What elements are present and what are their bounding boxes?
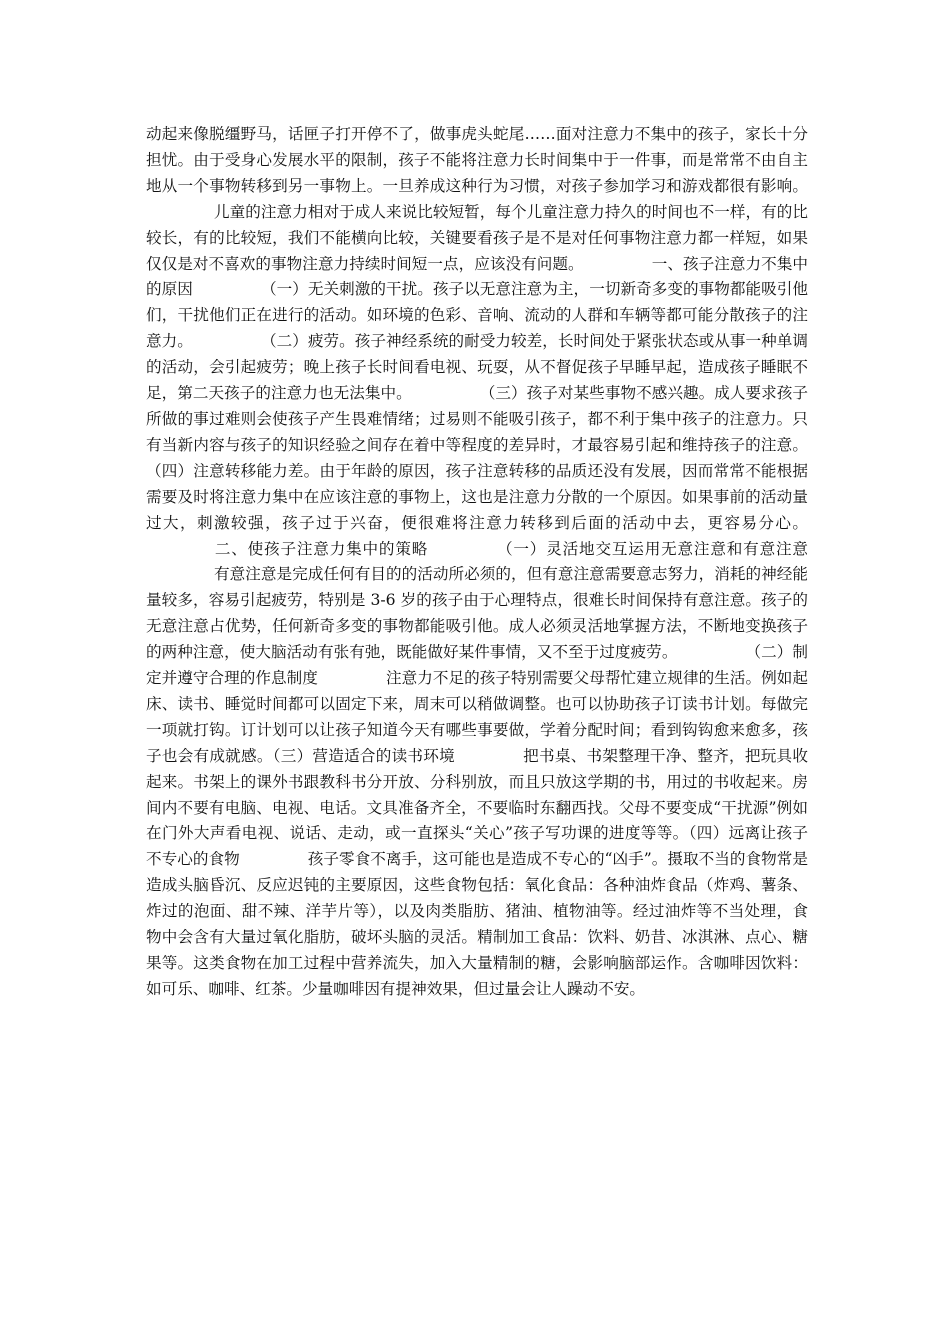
text-segment-strategy-4: 孩子零食不离手，这可能也是造成不专心的“凶手”。摄取不当的食物常是造成头脑昏沉、反应迟钝的主要原因，这些食物包括：氧化食品：各种油炸食品（炸鸡、薯条、炸过的泡面、甜不辣、洋芋片等），以及肉类脂肪、猪油、植物油等。经过油炸等不当处理，食物中会含有大量过氧化脂肪，破坏头脑的灵活。精制加工食品：饮料、奶昔、冰淇淋、点心、糖果等。这类食物在加工过程中营养流失，加入大量精制的糖，会影响脑部运作。含咖啡因饮料：如可乐、咖啡、红茶。少量咖啡因有提神效果，但过量会让人躁动不安。 <box>146 850 808 998</box>
section-heading-strategies: 二、使孩子注意力集中的策略 <box>214 539 429 558</box>
section-heading-causes: 一、孩子注意力不集中的原因 <box>146 254 808 299</box>
body-paragraph <box>146 122 808 1003</box>
text-segment-intro: 动起来像脱缰野马，话匣子打开停不了，做事虎头蛇尾……面对注意力不集中的孩子，家长十分担忧。由于受身心发展水平的限制，孩子不能将注意力长时间集中于一件事，而是常常不由自主地从一个事物转移到另一事物上。一旦养成这种行为习惯，对孩子参加学习和游戏都很有影响。 <box>146 125 808 195</box>
document-body <box>146 122 808 1003</box>
text-segment-strategy-3: 把书桌、书架整理干净、整齐，把玩具收起来。书架上的课外书跟教科书分开放、分科别放，而且只放这学期的书，用过的书收起来。房间内不要有电脑、电视、电话。文具准备齐全，不要临时东翻西找。父母不要变成“干扰源”例如在门外大声看电视、说话、走动，或一直探头“关心”孩子写功课的进度等等。 <box>146 746 808 843</box>
text-segment-strategy-2: 注意力不足的孩子特别需要父母帮忙建立规律的生活。例如起床、读书、睡觉时间都可以固定下来，周末可以稍做调整。也可以协助孩子订读书计划。每做完一项就打钩。订计划可以让孩子知道今天有哪些事要做，学着分配时间；看到钩钩愈来愈多，孩子也会有成就感。 <box>146 669 808 765</box>
subheading-strategy-2: （二）制定并遵守合理的作息制度 <box>146 643 808 688</box>
subheading-strategy-3: （三）营造适合的读书环境 <box>272 746 455 765</box>
text-segment-cause-2: （二）疲劳。孩子神经系统的耐受力较差，长时间处于紧张状态或从事一种单调的活动，会引起疲劳；晚上孩子长时间看电视、玩耍，从不督促孩子早睡早起，造成孩子睡眠不足，第二天孩子的注意力也无法集中。 <box>146 332 808 403</box>
text-segment-strategy-1: 有意注意是完成任何有目的的活动所必须的，但有意注意需要意志努力，消耗的神经能量较多，容易引起疲劳，特别是 3-6 岁的孩子由于心理特点，很难长时间保持有意注意。孩子的无意注意占优势，任何新奇多变的事物都能吸引他。成人必须灵活地掌握方法，不断地变换孩子的两种注意，使大脑活动有张有弛，既能做好某件事情，又不至于过度疲劳。 <box>146 565 808 662</box>
text-segment-attention-span: 儿童的注意力相对于成人来说比较短暂，每个儿童注意力持久的时间也不一样，有的比较长，有的比较短，我们不能横向比较，关键要看孩子是不是对任何事物注意力都一样短，如果仅仅是对不喜欢的事物注意力持续时间短一点，应该没有问题。 <box>146 202 808 273</box>
subheading-strategy-1: （一）灵活地交互运用无意注意和有意注意 <box>496 539 808 558</box>
text-segment-cause-3: （三）孩子对某些事物不感兴趣。成人要求孩子所做的事过难则会使孩子产生畏难情绪；过易则不能吸引孩子，都不利于集中孩子的注意力。只有当新内容与孩子的知识经验之间存在着中等程度的差异时，才最容易引起和维持孩子的注意。 <box>146 384 808 454</box>
text-segment-cause-4: （四）注意转移能力差。由于年龄的原因，孩子注意转移的品质还没有发展，因而常常不能根据需要及时将注意力集中在应该注意的事物上，这也是注意力分散的一个原因。如果事前的活动量过大，刺激较强，孩子过于兴奋，便很难将注意力转移到后面的活动中去，更容易分心。 <box>146 461 808 532</box>
subheading-strategy-4: （四）远离让孩子不专心的食物 <box>146 824 808 869</box>
text-segment-cause-1: （一）无关刺激的干扰。孩子以无意注意为主，一切新奇多变的事物都能吸引他们，干扰他们正在进行的活动。如环境的色彩、音响、流动的人群和车辆等都可能分散孩子的注意力。 <box>146 280 808 351</box>
